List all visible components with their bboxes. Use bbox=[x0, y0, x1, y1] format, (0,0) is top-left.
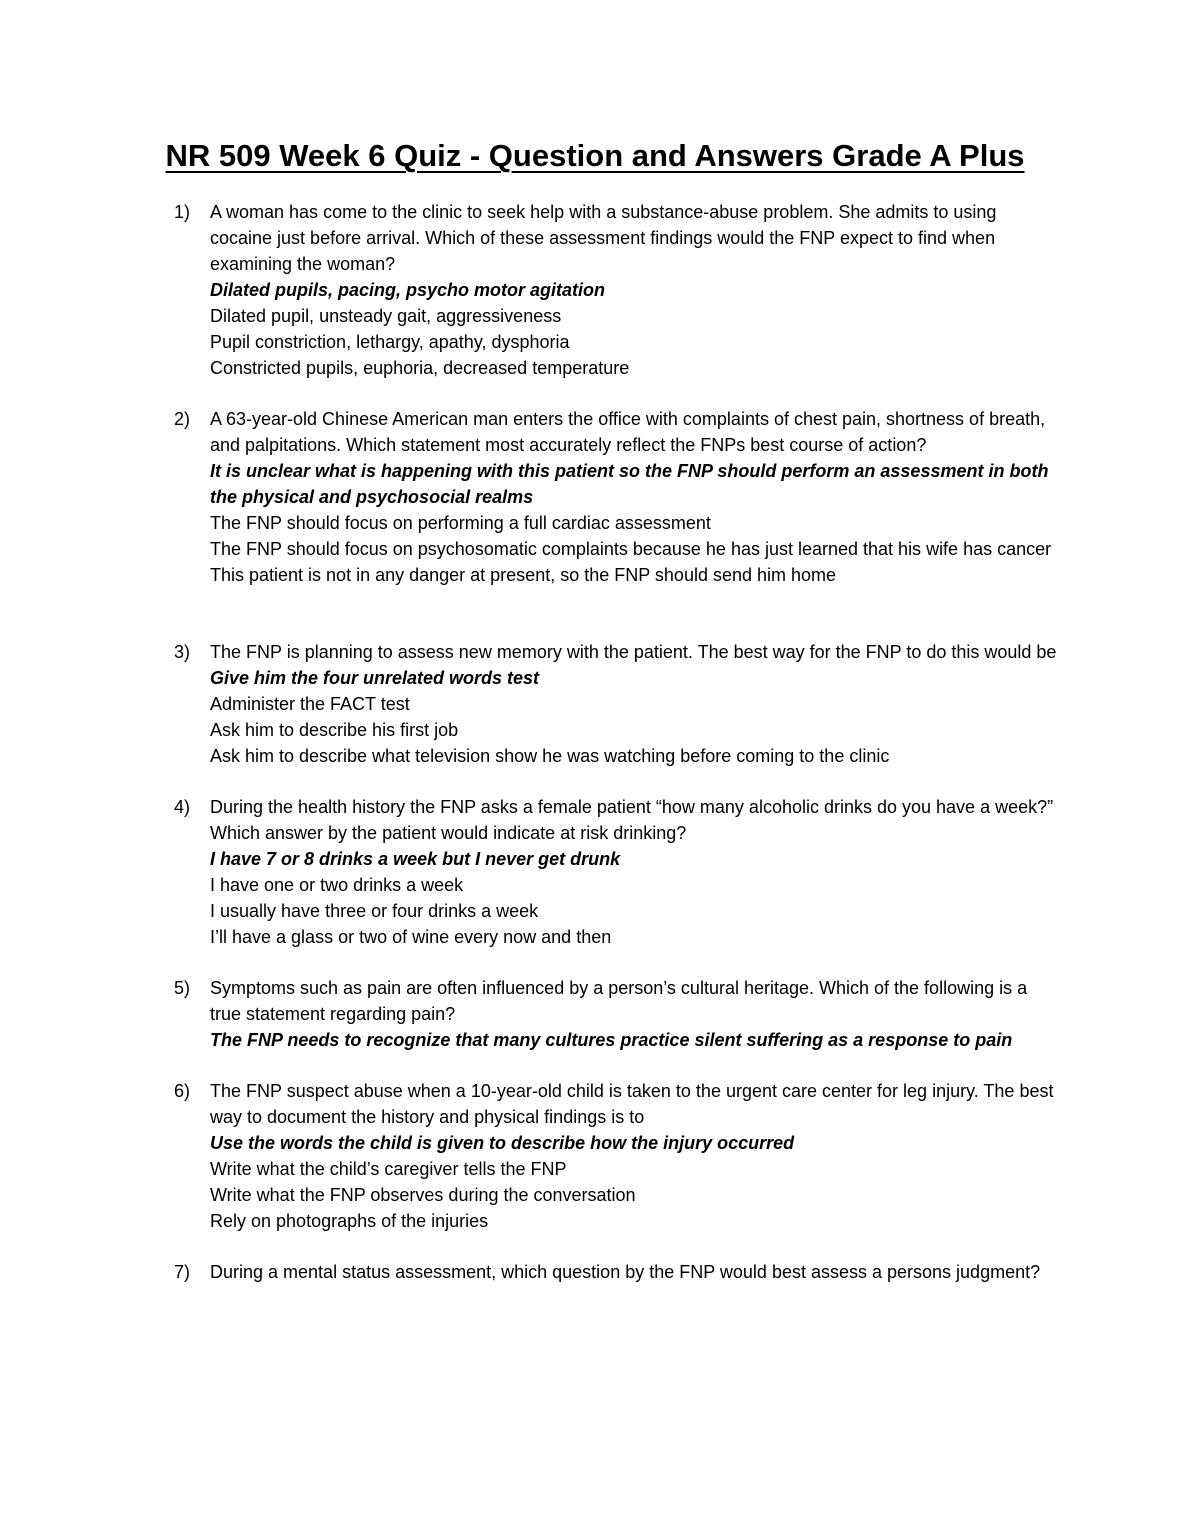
question-text: A 63-year-old Chinese American man enters the office with complaints of chest pain, shortness of breath, and palpitations. Which statement most accurately reflect the FNPs best course of action? bbox=[210, 409, 1046, 455]
question-6 bbox=[0, 1078, 1190, 1234]
question-number: 6) bbox=[174, 1081, 191, 1101]
correct-answer: It is unclear what is happening with this patient so the FNP should perform an assessment in both the physical and psychosocial realms bbox=[210, 461, 1049, 507]
question-text: Symptoms such as pain are often influenced by a person’s cultural heritage. Which of the following is a true statement regarding pain? bbox=[210, 978, 1028, 1024]
answer-option: The FNP should focus on psychosomatic complaints because he has just learned that his wife has cancer bbox=[210, 539, 1052, 559]
question-text: During a mental status assessment, which question by the FNP would best assess a persons judgment? bbox=[210, 1262, 1041, 1282]
question-body bbox=[210, 1078, 1060, 1234]
correct-answer: I have 7 or 8 drinks a week but I never get drunk bbox=[210, 849, 621, 869]
answer-option: Write what the FNP observes during the conversation bbox=[210, 1185, 636, 1205]
answer-option: Pupil constriction, lethargy, apathy, dysphoria bbox=[210, 332, 570, 352]
correct-answer: The FNP needs to recognize that many cultures practice silent suffering as a response to pain bbox=[210, 1030, 1013, 1050]
correct-answer: Use the words the child is given to describe how the injury occurred bbox=[210, 1133, 795, 1153]
question-1 bbox=[0, 199, 1190, 381]
question-4 bbox=[0, 794, 1190, 950]
question-5 bbox=[0, 975, 1190, 1053]
question-body bbox=[210, 639, 1060, 769]
answer-option: Administer the FACT test bbox=[210, 694, 410, 714]
question-number: 4) bbox=[174, 797, 191, 817]
question-number: 3) bbox=[174, 642, 191, 662]
answer-option: I usually have three or four drinks a week bbox=[210, 901, 539, 921]
question-3 bbox=[0, 639, 1190, 769]
question-body bbox=[210, 1259, 1060, 1285]
question-number: 7) bbox=[174, 1262, 191, 1282]
question-body bbox=[210, 199, 1060, 381]
answer-option: Write what the child’s caregiver tells the FNP bbox=[210, 1159, 567, 1179]
answer-option: Ask him to describe his first job bbox=[210, 720, 459, 740]
answer-option: I’ll have a glass or two of wine every now and then bbox=[210, 927, 612, 947]
answer-option: The FNP should focus on performing a full cardiac assessment bbox=[210, 513, 711, 533]
answer-option: Dilated pupil, unsteady gait, aggressiveness bbox=[210, 306, 562, 326]
question-text: The FNP suspect abuse when a 10-year-old child is taken to the urgent care center for leg injury. The best way to document the history and physical findings is to bbox=[210, 1081, 1054, 1127]
question-text: During the health history the FNP asks a female patient “how many alcoholic drinks do you have a week?” Which answer by the patient would indicate at risk drinking? bbox=[210, 797, 1054, 843]
answer-option: Ask him to describe what television show he was watching before coming to the clinic bbox=[210, 746, 890, 766]
correct-answer: Dilated pupils, pacing, psycho motor agitation bbox=[210, 280, 606, 300]
question-body bbox=[210, 406, 1060, 588]
question-body bbox=[210, 975, 1060, 1053]
question-list bbox=[0, 199, 1190, 1285]
question-number: 1) bbox=[174, 202, 191, 222]
question-2 bbox=[0, 406, 1190, 588]
question-number: 5) bbox=[174, 978, 191, 998]
question-text: The FNP is planning to assess new memory with the patient. The best way for the FNP to do this would be bbox=[210, 642, 1057, 662]
answer-option: Constricted pupils, euphoria, decreased temperature bbox=[210, 358, 630, 378]
correct-answer: Give him the four unrelated words test bbox=[210, 668, 540, 688]
question-text: A woman has come to the clinic to seek help with a substance-abuse problem. She admits to using cocaine just before arrival. Which of these assessment findings would the FNP expect to find when examining the woman? bbox=[210, 202, 997, 274]
answer-option: This patient is not in any danger at present, so the FNP should send him home bbox=[210, 565, 837, 585]
answer-option: I have one or two drinks a week bbox=[210, 875, 464, 895]
question-7 bbox=[0, 1259, 1190, 1285]
page-title: NR 509 Week 6 Quiz - Question and Answers Grade A Plus bbox=[165, 138, 1025, 173]
question-body bbox=[210, 794, 1060, 950]
question-number: 2) bbox=[174, 409, 191, 429]
answer-option: Rely on photographs of the injuries bbox=[210, 1211, 489, 1231]
